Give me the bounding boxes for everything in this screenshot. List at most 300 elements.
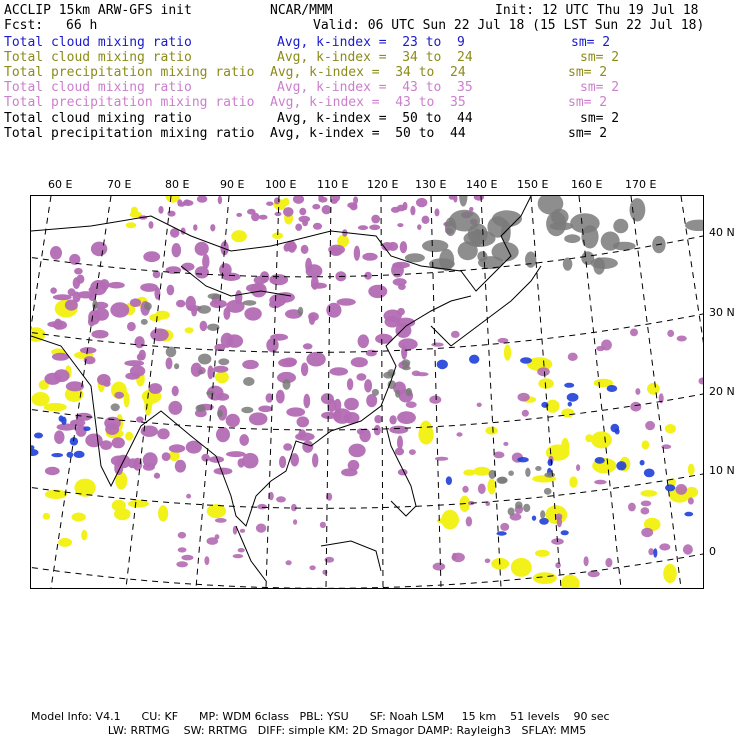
- field-blob: [520, 357, 532, 363]
- field-blob: [91, 242, 107, 257]
- field-blob: [645, 421, 655, 430]
- field-blob: [400, 241, 407, 253]
- field-blob: [104, 417, 121, 430]
- field-blob: [451, 331, 460, 338]
- field-blob: [563, 258, 573, 271]
- field-blob: [555, 514, 562, 520]
- field-blob: [213, 366, 228, 373]
- field-blob: [166, 357, 173, 369]
- lat-label: 30 N: [709, 306, 735, 319]
- field-blob: [688, 464, 695, 475]
- field-blob: [183, 200, 194, 206]
- field-blob: [523, 504, 530, 512]
- field-blob: [131, 207, 138, 215]
- field-blob: [433, 563, 446, 571]
- field-blob: [140, 283, 158, 292]
- field-blob: [535, 550, 550, 557]
- field-blob: [124, 360, 144, 366]
- field-blob: [215, 371, 229, 383]
- field-blob: [302, 220, 308, 227]
- field-blob: [74, 479, 95, 497]
- legend-avg: Avg, k-index = 23 to 9: [277, 35, 465, 50]
- field-blob: [167, 211, 175, 217]
- field-blob: [282, 358, 297, 366]
- field-blob: [50, 287, 57, 293]
- field-blob: [320, 522, 326, 528]
- field-blob: [176, 561, 188, 567]
- lon-label: 70 E: [107, 178, 132, 191]
- field-blob: [312, 453, 318, 467]
- field-blob: [330, 367, 348, 375]
- field-blob: [515, 501, 523, 508]
- field-blob: [391, 263, 404, 278]
- field-blob: [504, 344, 511, 360]
- field-blob: [456, 432, 462, 436]
- lon-label: 130 E: [415, 178, 447, 191]
- field-blob: [158, 206, 163, 214]
- field-blob: [218, 196, 222, 204]
- field-blob: [422, 216, 430, 224]
- field-blob: [137, 354, 144, 361]
- lon-label: 140 E: [466, 178, 498, 191]
- field-blob: [195, 242, 209, 256]
- field-blob: [564, 383, 574, 388]
- field-blob: [191, 363, 202, 377]
- field-blob: [240, 529, 245, 533]
- field-blob: [568, 402, 572, 407]
- field-blob: [540, 510, 545, 518]
- field-blob: [412, 371, 421, 377]
- field-blob: [406, 388, 412, 396]
- lon-label: 170 E: [625, 178, 657, 191]
- field-blob: [686, 487, 699, 498]
- field-blob: [452, 553, 457, 560]
- legend-field: Total cloud mixing ratio: [4, 111, 192, 126]
- field-blob: [688, 497, 694, 504]
- field-blob: [236, 213, 242, 217]
- field-blob: [207, 537, 219, 545]
- field-blob: [112, 437, 125, 448]
- map-panel: [30, 195, 704, 589]
- field-blob: [114, 392, 124, 399]
- field-blob: [256, 524, 266, 533]
- field-blob: [199, 370, 203, 375]
- field-blob: [397, 308, 405, 316]
- field-blob: [59, 415, 64, 421]
- field-blob: [74, 268, 83, 275]
- field-blob: [91, 330, 108, 339]
- field-blob: [167, 285, 175, 296]
- field-blob: [301, 245, 309, 254]
- field-blob: [478, 484, 486, 495]
- field-blob: [302, 440, 313, 452]
- legend-field: Total precipitation mixing ratio: [4, 95, 255, 110]
- field-blob: [66, 381, 84, 391]
- field-blob: [207, 366, 213, 380]
- field-blob: [295, 224, 302, 231]
- field-blob: [358, 225, 368, 230]
- field-blob: [298, 429, 306, 438]
- field-blob: [593, 257, 605, 274]
- legend-field: Total cloud mixing ratio: [4, 80, 192, 95]
- field-blob: [469, 355, 479, 364]
- field-blob: [200, 321, 208, 331]
- field-blob: [206, 391, 215, 395]
- field-blob: [293, 196, 304, 204]
- field-blob: [270, 334, 288, 341]
- field-blob: [162, 452, 171, 461]
- legend-avg: Avg, k-index = 43 to 35: [277, 80, 473, 95]
- field-blob: [130, 298, 141, 307]
- field-blob: [500, 523, 509, 531]
- field-blob: [305, 258, 312, 273]
- field-blob: [143, 463, 155, 471]
- field-blob: [257, 504, 267, 510]
- field-blob: [548, 459, 553, 466]
- model-info-line1: Model Info: V4.1 CU: KF MP: WDM 6class PBL: YSU SF: Noah LSM 15 km 51 levels 90 sec: [31, 710, 610, 723]
- field-blob: [588, 571, 600, 578]
- field-blob: [364, 379, 372, 392]
- field-blob: [485, 427, 497, 435]
- field-blob: [72, 513, 86, 522]
- field-blob: [395, 390, 400, 398]
- map-svg: [31, 196, 703, 588]
- field-blob: [381, 242, 393, 251]
- legend-sm: sm= 2: [580, 50, 620, 65]
- field-blob: [659, 543, 670, 550]
- field-blob: [111, 403, 120, 411]
- field-blob: [110, 302, 129, 317]
- field-blob: [389, 426, 408, 434]
- field-blob: [249, 412, 268, 425]
- field-blob: [45, 467, 60, 475]
- field-blob: [243, 377, 254, 386]
- field-blob: [178, 532, 186, 539]
- field-blob: [539, 518, 549, 525]
- field-blob: [283, 379, 291, 390]
- field-blob: [303, 394, 310, 409]
- field-blob: [601, 232, 620, 251]
- field-blob: [537, 367, 550, 376]
- field-blob: [127, 322, 136, 331]
- init-time: Init: 12 UTC Thu 19 Jul 18: [495, 3, 699, 18]
- field-blob: [286, 407, 305, 416]
- center-label: NCAR/MMM: [270, 3, 333, 18]
- field-blob: [348, 460, 360, 471]
- field-blob: [561, 575, 580, 588]
- field-blob: [647, 383, 660, 395]
- field-blob: [568, 353, 578, 361]
- field-blob: [254, 276, 267, 285]
- field-blob: [283, 207, 294, 217]
- field-blob: [185, 327, 194, 333]
- field-blob: [226, 451, 246, 457]
- field-blob: [576, 464, 580, 471]
- field-blob: [635, 388, 640, 395]
- field-blob: [175, 460, 186, 473]
- field-blob: [368, 285, 387, 298]
- field-blob: [51, 453, 63, 457]
- field-blob: [94, 308, 109, 321]
- field-blob: [217, 410, 223, 417]
- field-blob: [601, 340, 612, 351]
- field-blob: [334, 409, 341, 421]
- field-blob: [312, 204, 320, 210]
- field-blob: [493, 452, 504, 459]
- field-blob: [437, 360, 448, 370]
- fcst-value: 66 h: [66, 18, 98, 33]
- field-blob: [166, 347, 177, 358]
- field-blob: [362, 253, 377, 261]
- field-blob: [31, 449, 39, 456]
- field-blob: [525, 468, 530, 477]
- field-blob: [309, 565, 315, 570]
- field-blob: [202, 254, 209, 269]
- field-blob: [100, 440, 112, 450]
- field-blob: [176, 300, 185, 308]
- field-blob: [158, 505, 168, 521]
- field-blob: [50, 246, 62, 260]
- field-blob: [544, 472, 555, 477]
- field-blob: [149, 221, 154, 229]
- legend-sm: sm= 2: [568, 95, 608, 110]
- field-blob: [258, 406, 272, 413]
- field-blob: [676, 484, 688, 495]
- field-blob: [85, 434, 102, 448]
- legend-field: Total cloud mixing ratio: [4, 35, 192, 50]
- lon-label: 150 E: [517, 178, 549, 191]
- field-blob: [356, 373, 366, 381]
- field-blob: [308, 312, 319, 321]
- lon-label: 120 E: [367, 178, 399, 191]
- field-blob: [216, 427, 230, 442]
- field-blob: [172, 386, 179, 396]
- field-blob: [149, 314, 162, 321]
- valid-time: Valid: 06 UTC Sun 22 Jul 18 (15 LST Sun 22 Jul 18): [313, 18, 705, 33]
- field-blob: [198, 354, 211, 365]
- field-blob: [518, 393, 530, 402]
- field-blob: [459, 196, 467, 207]
- field-blob: [241, 407, 253, 413]
- field-blob: [640, 460, 645, 466]
- field-blob: [641, 528, 653, 537]
- field-blob: [218, 358, 229, 365]
- legend-avg: Avg, k-index = 34 to 24: [277, 50, 473, 65]
- field-blob: [76, 425, 87, 437]
- field-blob: [74, 451, 85, 458]
- field-blob: [630, 329, 638, 337]
- legend-sm: sm= 2: [571, 35, 611, 50]
- field-blob: [326, 303, 341, 318]
- field-blob: [126, 222, 137, 228]
- field-blob: [403, 202, 408, 210]
- field-blob: [172, 243, 182, 257]
- field-blob: [487, 479, 496, 495]
- lat-label: 0: [709, 545, 716, 558]
- field-blob: [141, 319, 148, 325]
- field-blob: [276, 496, 286, 502]
- lat-label: 20 N: [709, 385, 735, 398]
- field-blob: [628, 503, 636, 512]
- field-blob: [354, 246, 360, 261]
- field-blob: [298, 307, 303, 316]
- field-blob: [642, 440, 650, 449]
- field-blob: [150, 328, 169, 341]
- field-blob: [178, 547, 187, 552]
- field-blob: [406, 401, 417, 408]
- field-blob: [405, 253, 425, 262]
- field-blob: [431, 343, 443, 347]
- field-blob: [555, 562, 561, 568]
- legend-avg: Avg, k-index = 34 to 24: [270, 65, 466, 80]
- field-blob: [299, 208, 306, 215]
- lon-label: 100 E: [265, 178, 297, 191]
- field-blob: [44, 403, 67, 411]
- field-blob: [284, 242, 297, 252]
- field-blob: [358, 334, 369, 348]
- field-blob: [663, 564, 677, 583]
- field-blob: [607, 385, 618, 392]
- field-blob: [605, 558, 612, 567]
- field-blob: [374, 425, 381, 436]
- field-blob: [266, 202, 273, 206]
- field-blob: [135, 336, 145, 348]
- field-blob: [291, 504, 297, 511]
- field-blob: [366, 350, 377, 357]
- legend-sm: sm= 2: [580, 80, 620, 95]
- field-blob: [417, 224, 421, 230]
- field-blob: [244, 307, 261, 320]
- field-blob: [293, 519, 297, 525]
- field-blob: [276, 390, 285, 404]
- field-blob: [683, 544, 693, 554]
- fcst-label: Fcst:: [4, 18, 44, 33]
- field-blob: [544, 488, 552, 495]
- field-blob: [34, 433, 43, 439]
- field-blob: [70, 419, 85, 426]
- field-blob: [286, 560, 292, 565]
- field-blob: [567, 393, 579, 402]
- field-blob: [193, 224, 197, 231]
- field-blob: [477, 251, 487, 262]
- field-blob: [641, 501, 652, 507]
- field-blob: [153, 271, 161, 279]
- field-blob: [503, 442, 508, 446]
- field-blob: [511, 558, 532, 577]
- field-blob: [125, 432, 133, 441]
- field-blob: [54, 430, 64, 444]
- field-blob: [391, 207, 400, 213]
- field-blob: [197, 196, 208, 203]
- field-blob: [462, 486, 468, 493]
- field-blob: [446, 476, 452, 485]
- field-blob: [561, 408, 574, 417]
- field-blob: [445, 218, 456, 237]
- field-blob: [73, 277, 80, 289]
- field-blob: [397, 223, 403, 227]
- field-blob: [630, 402, 641, 412]
- field-blob: [306, 352, 325, 367]
- field-blob: [303, 343, 313, 349]
- field-blob: [398, 338, 417, 350]
- field-blob: [54, 319, 62, 330]
- field-blob: [533, 572, 557, 584]
- field-blob: [154, 473, 160, 479]
- field-blob: [186, 494, 191, 499]
- field-blob: [114, 508, 131, 520]
- field-blob: [208, 293, 221, 299]
- legend-avg: Avg, k-index = 50 to 44: [270, 126, 466, 141]
- field-blob: [496, 531, 506, 535]
- field-blob: [301, 363, 308, 377]
- field-blob: [401, 345, 407, 359]
- field-blob: [215, 518, 227, 523]
- field-blob: [157, 428, 169, 439]
- field-blob: [136, 416, 143, 422]
- legend-sm: sm= 2: [568, 65, 608, 80]
- field-blob: [616, 461, 626, 470]
- field-blob: [347, 202, 357, 208]
- field-blob: [251, 283, 267, 298]
- field-blob: [221, 333, 234, 348]
- field-blob: [584, 556, 589, 566]
- field-blob: [247, 209, 256, 215]
- field-blob: [485, 559, 491, 564]
- field-blob: [665, 484, 675, 491]
- field-blob: [653, 548, 657, 557]
- field-blob: [337, 298, 356, 305]
- field-blob: [397, 411, 416, 424]
- field-blob: [472, 229, 483, 247]
- field-blob: [535, 466, 541, 471]
- field-blob: [243, 300, 257, 306]
- lon-label: 60 E: [48, 178, 73, 191]
- field-blob: [416, 198, 427, 207]
- field-blob: [569, 476, 577, 487]
- legend-field: Total precipitation mixing ratio: [4, 65, 255, 80]
- field-blob: [595, 457, 605, 464]
- field-blob: [641, 507, 650, 514]
- field-blob: [181, 263, 194, 271]
- field-blob: [594, 480, 606, 485]
- field-blob: [311, 283, 327, 289]
- field-blob: [699, 378, 704, 385]
- legend-avg: Avg, k-index = 43 to 35: [270, 95, 466, 110]
- field-blob: [231, 230, 247, 242]
- field-blob: [242, 453, 258, 469]
- field-blob: [419, 421, 432, 441]
- model-info-line2: LW: RRTMG SW: RRTMG DIFF: simple KM: 2D Smagor DAMP: Rayleigh3 SFLAY: MM5: [31, 724, 587, 737]
- field-blob: [204, 556, 209, 565]
- field-blob: [570, 213, 600, 233]
- field-blob: [374, 415, 382, 423]
- field-blob: [564, 234, 580, 243]
- field-blob: [58, 538, 72, 547]
- field-blob: [532, 516, 536, 521]
- field-blob: [92, 299, 97, 310]
- field-blob: [372, 389, 379, 396]
- field-blob: [81, 530, 87, 541]
- legend-field: Total cloud mixing ratio: [4, 50, 192, 65]
- field-blob: [508, 471, 514, 476]
- field-blob: [149, 383, 163, 394]
- field-blob: [435, 208, 440, 216]
- field-blob: [429, 396, 441, 404]
- field-blob: [31, 392, 49, 406]
- field-blob: [144, 302, 152, 310]
- field-blob: [508, 508, 515, 516]
- field-blob: [168, 401, 182, 415]
